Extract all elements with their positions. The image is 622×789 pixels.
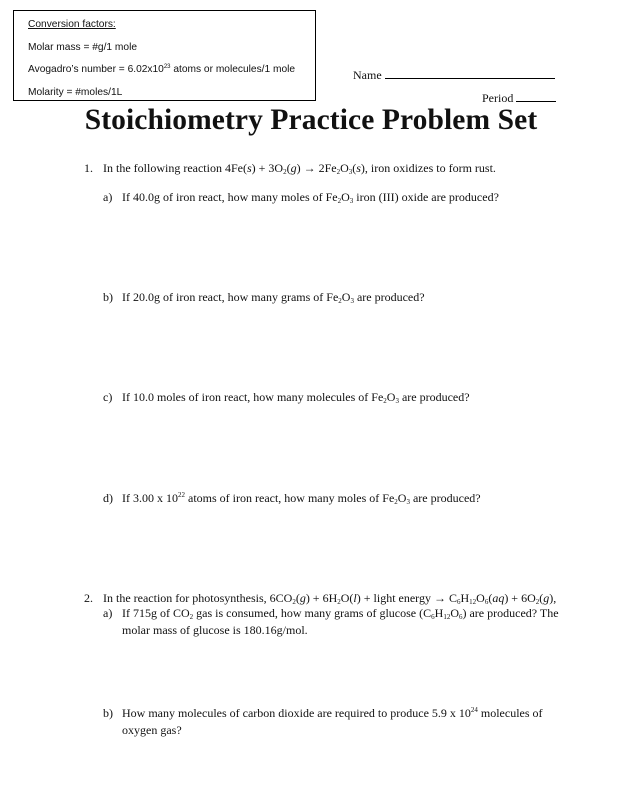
question-2b (103, 706, 543, 738)
superscript: 22 (178, 491, 185, 499)
text: ), iron oxidizes to form rust. (360, 161, 496, 175)
subscript: 6 (458, 613, 463, 621)
period-blank[interactable] (516, 91, 556, 102)
text: atoms of iron react, how many moles of Fe (185, 491, 395, 505)
text: If 40.0g of iron react, how many moles of Fe (122, 190, 338, 204)
subscript: 3 (350, 297, 354, 305)
part-label: a) (103, 190, 113, 204)
molarity-factor: Molarity = #moles/1L (28, 86, 123, 98)
text: g (543, 591, 550, 605)
question-1d (103, 491, 481, 506)
avogadro-exponent: 23 (163, 64, 171, 70)
text: O( (340, 591, 354, 605)
subscript: 2 (337, 598, 341, 606)
text: are produced? (398, 390, 470, 404)
text: If 10.0 moles of iron react, how many molecules of Fe (122, 390, 384, 404)
text: O (341, 290, 351, 304)
text: In the reaction for photosynthesis, 6CO (103, 591, 293, 605)
subscript: 2 (394, 498, 398, 506)
text: l (353, 591, 357, 605)
name-blank[interactable] (385, 68, 555, 79)
part-label: b) (103, 290, 113, 304)
subscript: 3 (349, 197, 354, 205)
question-2a (103, 606, 559, 638)
text: ) + 6H (305, 591, 338, 605)
text: ) + 6O (504, 591, 536, 605)
text: O (340, 161, 349, 175)
text: molar mass of glucose is 180.16g/mol. (122, 623, 308, 637)
text: ), (549, 591, 557, 605)
avogadro-suffix: atoms or molecules/1 mole (170, 64, 296, 75)
part-label: c) (103, 390, 113, 404)
subscript: 2 (292, 598, 296, 606)
text: iron (III) oxide are produced? (353, 190, 499, 204)
subscript: 2 (336, 168, 341, 176)
part-label: d) (103, 491, 113, 505)
text: O (397, 491, 407, 505)
subscript: 2 (535, 598, 540, 606)
avogadro-text: Avogadro’s number = 6.02x10 (28, 64, 164, 75)
text: ( (352, 161, 357, 175)
text: If 715g of CO (122, 606, 190, 620)
text: s (356, 161, 361, 175)
subscript: 2 (189, 613, 194, 621)
subscript: 3 (348, 168, 353, 176)
subscript: 6 (431, 613, 435, 621)
text: g (290, 161, 297, 175)
text: are produced? (353, 290, 425, 304)
avogadro-factor (28, 59, 315, 82)
subscript: 12 (443, 613, 451, 621)
conversion-factors-title: Conversion factors: (28, 19, 116, 30)
question-1c (103, 390, 470, 405)
text: ) + 3O (251, 161, 284, 175)
name-label: Name (353, 68, 382, 82)
text: If 20.0g of iron react, how many grams of Fe (122, 290, 339, 304)
question-2 (84, 591, 556, 606)
text: molecules of (477, 706, 543, 720)
text: aq (492, 591, 505, 605)
question-number: 1. (84, 161, 93, 175)
text: ( (295, 591, 300, 605)
subscript: 2 (338, 297, 342, 305)
superscript: 24 (470, 706, 478, 714)
text: H (460, 591, 470, 605)
text: ( (286, 161, 291, 175)
molar-mass-factor: Molar mass = #g/1 mole (28, 41, 137, 53)
text: In the following reaction 4Fe( (103, 161, 247, 175)
page-title: Stoichiometry Practice Problem Set (84, 104, 538, 136)
question-1a (103, 190, 499, 205)
text: ( (488, 591, 493, 605)
text: H (434, 606, 444, 620)
conversion-factors-box (13, 10, 316, 101)
part-label: a) (103, 606, 113, 620)
question-number: 2. (84, 591, 93, 605)
subscript: 6 (484, 598, 489, 606)
text: s (246, 161, 252, 175)
period-label: Period (482, 91, 514, 105)
text: are produced? (409, 491, 481, 505)
text: ( (539, 591, 544, 605)
subscript: 3 (406, 498, 410, 506)
text: oxygen gas? (122, 723, 182, 737)
text: ) + light energy → C (356, 591, 457, 605)
text: O (450, 606, 459, 620)
text: If 3.00 x 10 (122, 491, 178, 505)
subscript: 3 (395, 397, 399, 405)
text: gas is consumed, how many grams of glucose (C (193, 606, 432, 620)
question-1 (84, 161, 496, 176)
text: O (476, 591, 485, 605)
text: ) are produced? The (462, 606, 559, 620)
name-field (353, 68, 555, 83)
text: ) → 2Fe (296, 161, 337, 175)
text: How many molecules of carbon dioxide are required to produce 5.9 x 10 (122, 706, 471, 720)
text: g (299, 591, 306, 605)
subscript: 2 (383, 397, 387, 405)
part-label: b) (103, 706, 113, 720)
subscript: 2 (283, 168, 287, 176)
text: O (386, 390, 396, 404)
subscript: 12 (469, 598, 477, 606)
question-1b (103, 290, 425, 305)
text: O (341, 190, 350, 204)
subscript: 6 (456, 598, 461, 606)
subscript: 2 (337, 197, 342, 205)
